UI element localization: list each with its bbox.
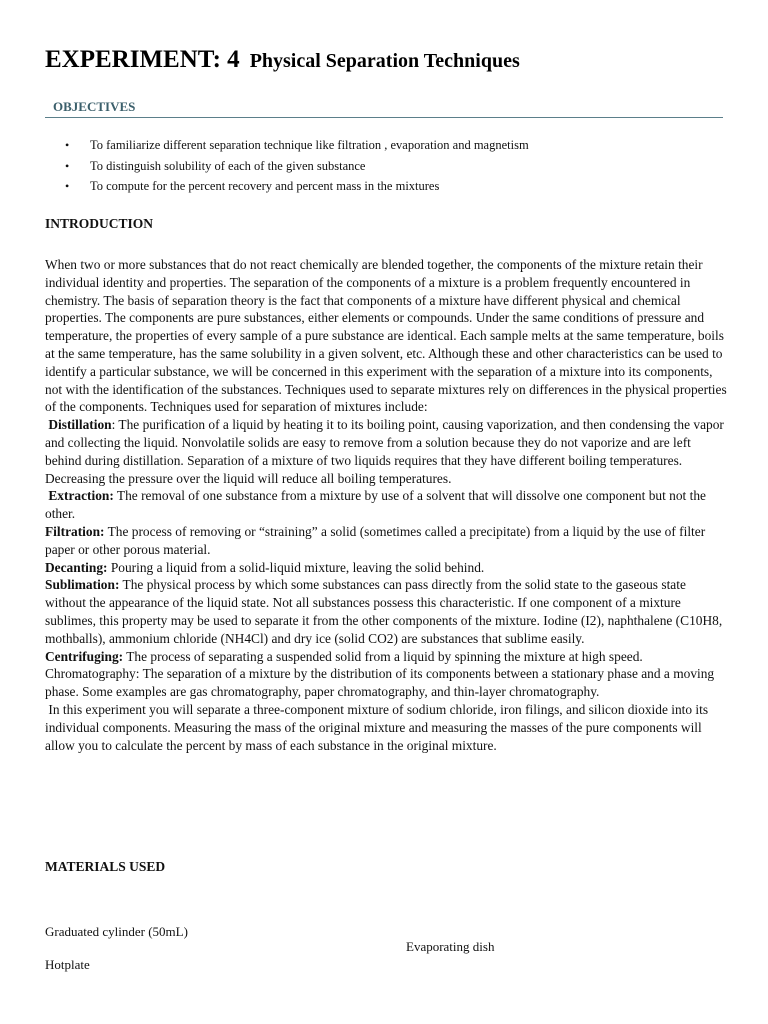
document-title: [45, 46, 520, 74]
introduction-heading: INTRODUCTION: [45, 216, 154, 231]
technique-definition: Pouring a liquid from a solid-liquid mixture, leaving the solid behind.: [107, 559, 485, 575]
closing-paragraph: [45, 701, 729, 754]
technique-definition: The removal of one substance from a mixture by use of a solvent that will dissolve one component but not the other.: [45, 488, 706, 522]
objectives-list: [65, 135, 529, 197]
material-item: Evaporating dish: [406, 939, 495, 954]
technique-extraction: [45, 487, 729, 523]
objective-item: • To familiarize different separation technique like filtration , evaporation and magnetism: [65, 135, 529, 156]
material-item: Graduated cylinder (50mL): [45, 924, 188, 939]
technique-centrifuging: [45, 648, 729, 666]
objective-item: • To distinguish solubility of each of the given substance: [65, 156, 529, 177]
technique-definition: The physical process by which some substances can pass directly from the solid state to the gaseous state without the appearance of the liquid state. Not all substances possess this characteristic. If one component of a mixture sublimes, this property may be used to separate it from the other components of the mixture. Iodine (I2), naphthalene (C10H8, mothballs), ammonium chloride (NH4Cl) and dry ice (solid CO2) are substances that sublime easily.: [45, 577, 723, 646]
technique-term: Extraction:: [48, 488, 114, 504]
technique-distillation: [45, 416, 729, 487]
technique-chromatography: Chromatography: The separation of a mixture by the distribution of its components between a stationary phase and a moving phase. Some examples are gas chromatography, paper chromatography, and thin-layer chromatography.: [45, 666, 715, 700]
closing-text: In this experiment you will separate a three-component mixture of sodium chloride, iron filings, and silicon dioxide into its individual components. Measuring the mass of the original mixture and measuring the masses of the pure components will allow you to calculate the percent by mass of each substance in the original mixture.: [45, 701, 709, 753]
technique-term: Filtration:: [45, 523, 105, 539]
technique-decanting: [45, 559, 729, 577]
technique-term: Centrifuging:: [45, 648, 124, 664]
technique-sublimation: [45, 576, 729, 647]
technique-definition: The process of separating a suspended solid from a liquid by spinning the mixture at high speed.: [123, 648, 643, 664]
objectives-divider: [45, 117, 723, 118]
technique-term: Sublimation:: [45, 577, 120, 593]
materials-heading: MATERIALS USED: [45, 859, 166, 874]
introduction-body: [45, 256, 729, 754]
technique-definition: The process of removing or “straining” a solid (sometimes called a precipitate) from a liquid by the use of filter paper or other porous material.: [45, 523, 706, 557]
technique-term: Decanting:: [45, 559, 108, 575]
material-item: Hotplate: [45, 957, 90, 972]
technique-definition: : The purification of a liquid by heating it to its boiling point, causing vaporization, and then condensing the vapor and collecting the liquid. Nonvolatile solids are easy to remove from a solution because they do not vaporize and are left behind during distillation. Separation of a mixture of two liquids requires that they have different boiling temperatures. Decreasing the pressure over the liquid will reduce all boiling temperatures.: [45, 417, 724, 486]
technique-term: Distillation: [48, 417, 112, 433]
experiment-number: EXPERIMENT: 4: [45, 46, 240, 73]
experiment-subtitle: Physical Separation Techniques: [249, 50, 520, 72]
technique-filtration: [45, 523, 729, 559]
objectives-heading: OBJECTIVES: [53, 99, 136, 114]
intro-paragraph: When two or more substances that do not react chemically are blended together, the components of the mixture retain their individual identity and properties. The separation of the components of a mixture is a problem frequently encountered in chemistry. The basis of separation theory is the fact that components of a mixture have different physical and chemical properties. The components are pure substances, either elements or compounds. Under the same conditions of pressure and temperature, the properties of every sample of a pure substance are identical. Each sample melts at the same temperature, boils at the same temperature, has the same solubility in a given solvent, etc. Although these and other characteristics can be used to identify a particular substance, we will be concerned in this experiment with the separation of a mixture into its components, not with the identification of the substances. Techniques used to separate mixtures rely on differences in the physical properties of the components. Techniques used for separation of mixtures include:: [45, 257, 727, 415]
objective-item: • To compute for the percent recovery and percent mass in the mixtures: [65, 176, 529, 197]
